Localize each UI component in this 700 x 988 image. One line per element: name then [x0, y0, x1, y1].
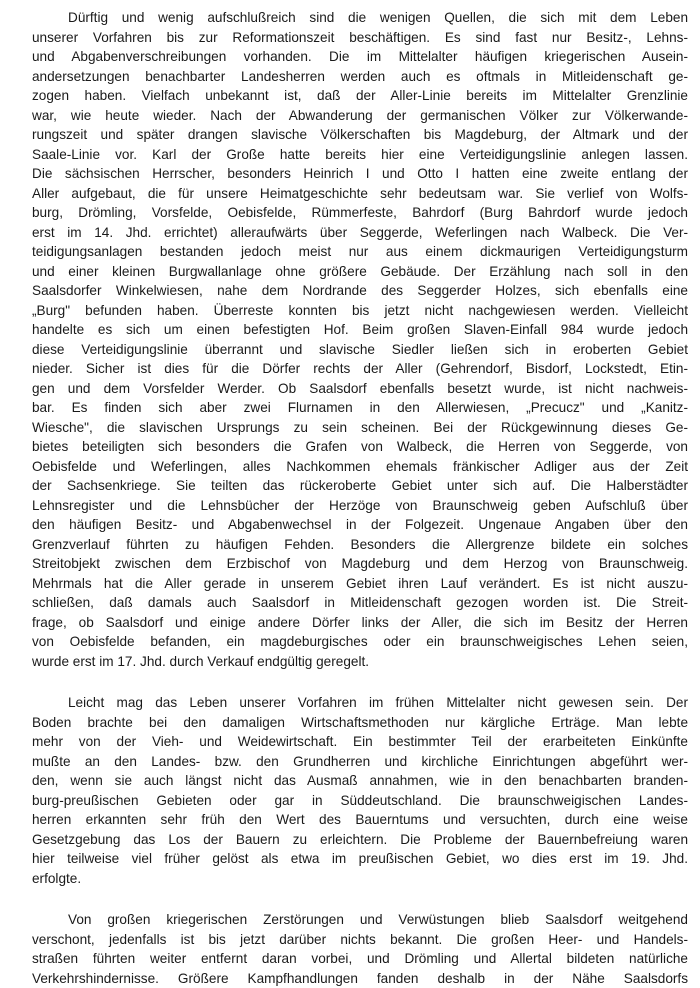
text-line: bar. Es finden sich aber zwei Flurnamen in den Allerwiesen, „Precucz" und „Kanitz-	[32, 398, 688, 418]
text-line: burg, Drömling, Vorsfelde, Oebisfelde, Rümmerfeste, Bahrdorf (Burg Bahrdorf wurde jedoch	[32, 203, 688, 223]
text-line: und Abgabenverschreibungen vorhanden. Die im Mittelalter häufigen kriegerischen Ausein-	[32, 47, 688, 67]
paragraph-2	[32, 693, 688, 888]
text-line: frage, ob Saalsdorf und einige andere Dörfer links der Aller, die sich im Besitz der Herren	[32, 613, 688, 633]
text-line: diese Verteidigungslinie überrannt und slavische Siedler ließen sich in eroberten Gebiet	[32, 340, 688, 360]
text-line: den, wenn sie auch längst nicht das Ausmaß annahmen, wie in den benachbarten branden-	[32, 771, 688, 791]
text-line: den häufigen Besitz- und Abgabenwechsel in der Folgezeit. Ungenaue Angaben über den	[32, 515, 688, 535]
text-line: rungszeit und später drangen slavische Völkerschaften bis Magdeburg, der Altmark und der	[32, 125, 688, 145]
paragraph-3	[32, 910, 688, 988]
text-line: Streitobjekt zwischen dem Erzbischof von Magdeburg und dem Herzog von Braunschweig.	[32, 554, 688, 574]
text-line: Oebisfelde und Weferlingen, alles Nachkommen ehemals fränkischer Adliger aus der Zeit	[32, 457, 688, 477]
text-line: war, wie heute wieder. Nach der Abwanderung der germanischen Völker zur Völkerwande-	[32, 106, 688, 126]
paragraph-gap	[32, 671, 688, 693]
text-line: zogen haben. Vielfach unbekannt ist, daß der Aller-Linie bereits im Mittelalter Grenzlinie	[32, 86, 688, 106]
text-line: von Oebisfelde befanden, ein magdeburgisches oder ein braunschweigisches Lehen seien,	[32, 632, 688, 652]
text-line: Wiesche", die slavischen Ursprungs zu sein scheinen. Bei der Rückgewinnung dieses Ge-	[32, 418, 688, 438]
text-line: Die sächsischen Herrscher, besonders Heinrich I und Otto I hatten eine zweite entlang der	[32, 164, 688, 184]
text-line: handelte es sich um einen befestigten Hof. Beim großen Slaven-Einfall 984 wurde jedoch	[32, 320, 688, 340]
text-line: Gesetzgebung das Los der Bauern zu erleichtern. Die Probleme der Bauernbefreiung waren	[32, 830, 688, 850]
text-line: Von großen kriegerischen Zerstörungen und Verwüstungen blieb Saalsdorf weitgehend	[32, 910, 688, 930]
text-line: Mehrmals hat die Aller gerade in unserem Gebiet ihren Lauf verändert. Es ist nicht auszu-	[32, 574, 688, 594]
text-line: Leicht mag das Leben unserer Vorfahren im frühen Mittelalter nicht gewesen sein. Der	[32, 693, 688, 713]
text-line: straßen führten weiter entfernt daran vorbei, und Drömling und Allertal bildeten natürliche	[32, 949, 688, 969]
paragraph-gap	[32, 888, 688, 910]
text-line: Dürftig und wenig aufschlußreich sind die wenigen Quellen, die sich mit dem Leben	[32, 8, 688, 28]
text-line: bietes beteiligten sich besonders die Grafen von Walbeck, die Herren von Seggerde, von	[32, 437, 688, 457]
text-line: Aller aufgebaut, die für unsere Heimatgeschichte sehr bedeutsam war. Sie verlief von Wolfs-	[32, 184, 688, 204]
text-line: andersetzungen benachbarter Landesherren werden auch es oftmals in Mitleidenschaft ge-	[32, 67, 688, 87]
text-line: „Burg" befunden haben. Überreste konnten bis jetzt nicht nachgewiesen werden. Vielleicht	[32, 301, 688, 321]
text-line: Lehnsregister und die Lehnsbücher der Herzöge von Braunschweig geben Aufschluß über	[32, 496, 688, 516]
text-line: Grenzverlauf führten zu häufigen Fehden. Besonders die Allergrenze bildete ein solches	[32, 535, 688, 555]
text-line: Boden brachte bei den damaligen Wirtschaftsmethoden nur kärgliche Erträge. Man lebte	[32, 713, 688, 733]
text-line: wurde erst im 17. Jhd. durch Verkauf endgültig geregelt.	[32, 652, 688, 672]
text-line: nieder. Sicher ist dies für die Dörfer rechts der Aller (Gehrendorf, Bisdorf, Lockstedt, Etin-	[32, 359, 688, 379]
text-line: schließen, daß damals auch Saalsdorf in Mitleidenschaft gezogen worden ist. Die Streit-	[32, 593, 688, 613]
paragraph-1	[32, 8, 688, 671]
text-line: unserer Vorfahren bis zur Reformationszeit beschäftigen. Es sind fast nur Besitz-, Lehns-	[32, 28, 688, 48]
text-line: Saale-Linie vor. Karl der Große hatte bereits hier eine Verteidigungslinie anlegen lassen.	[32, 145, 688, 165]
text-line: herren erkannten sehr früh den Wert des Bauerntums und versuchten, durch eine weise	[32, 810, 688, 830]
text-line: erst im 14. Jhd. errichtet) alleraufwärts über Seggerde, Weferlingen nach Walbeck. Die Ver-	[32, 223, 688, 243]
text-line: mußte an den Landes- bzw. den Grundherren und kirchliche Einrichtungen abgeführt wer-	[32, 752, 688, 772]
text-line: hier teilweise viel früher gelöst als etwa im preußischen Gebiet, wo dies erst im 19. Jhd.	[32, 849, 688, 869]
text-line: gen und dem Vorsfelder Werder. Ob Saalsdorf ebenfalls besetzt wurde, ist nicht nachweis-	[32, 379, 688, 399]
text-line: der Sachsenkriege. Sie teilten das rückeroberte Gebiet unter sich auf. Die Halberstädter	[32, 476, 688, 496]
text-line: Verkehrshindernisse. Größere Kampfhandlungen fanden deshalb in der Nähe Saalsdorfs	[32, 969, 688, 988]
text-line: mehr von der Vieh- und Weidewirtschaft. Ein bestimmter Teil der erarbeiteten Einkünfte	[32, 732, 688, 752]
text-line: Saalsdorfer Winkelwiesen, nahe dem Nordrande des Seggerder Holzes, sich ebenfalls eine	[32, 281, 688, 301]
text-line: erfolgte.	[32, 869, 688, 889]
text-line: burg-preußischen Gebieten oder gar in Süddeutschland. Die braunschweigischen Landes-	[32, 791, 688, 811]
text-line: teidigungsanlagen bestanden jedoch meist nur aus einem dickmaurigen Verteidigungsturm	[32, 242, 688, 262]
text-line: und einer kleinen Burgwallanlage ohne größere Gebäude. Der Erzählung nach soll in den	[32, 262, 688, 282]
text-line: verschont, jedenfalls ist bis jetzt darüber nichts bekannt. Die großen Heer- und Handels-	[32, 930, 688, 950]
